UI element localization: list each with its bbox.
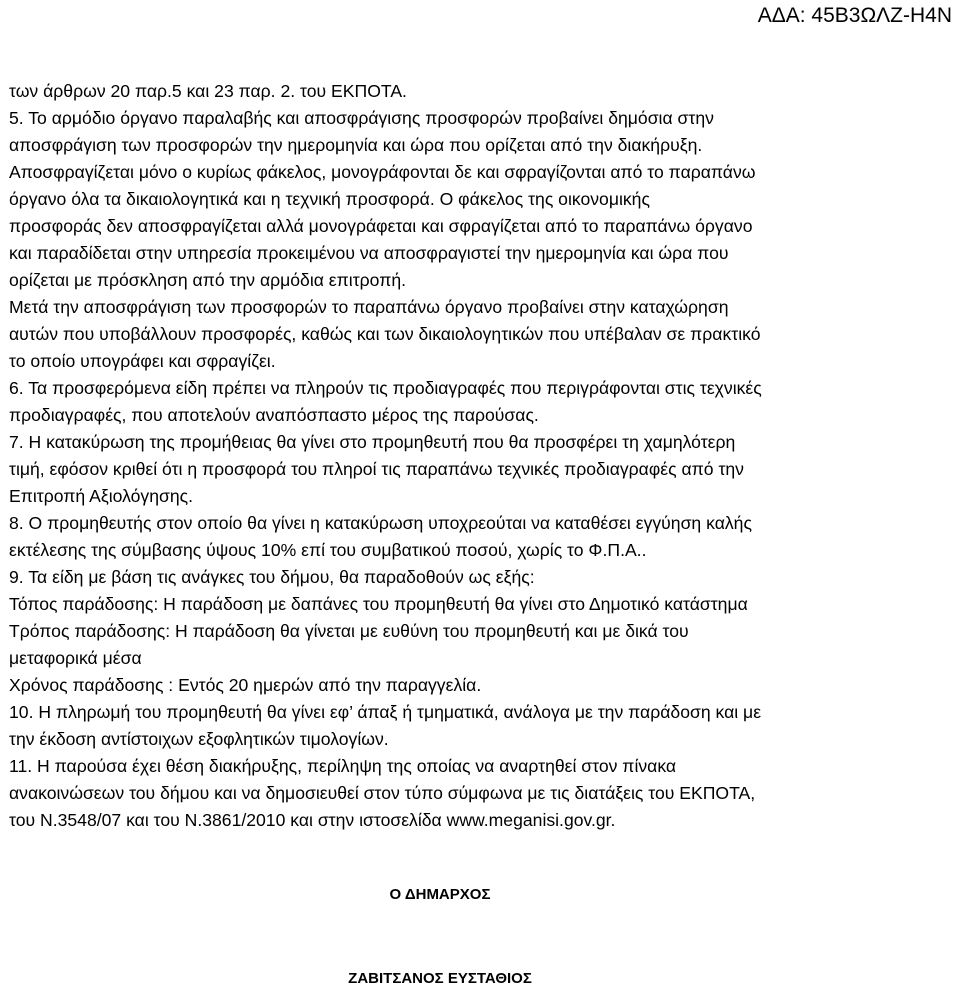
text-line: και παραδίδεται στην υπηρεσία προκειμένου να αποσφραγιστεί την ημερομηνία και ώρα που bbox=[9, 243, 729, 263]
text-line: 11. Η παρούσα έχει θέση διακήρυξης, περίληψη της οποίας να αναρτηθεί στον πίνακα bbox=[9, 756, 677, 776]
text-line: το οποίο υπογράφει και σφραγίζει. bbox=[9, 351, 276, 371]
text-line: 9. Τα είδη με βάση τις ανάγκες του δήμου, θα παραδοθούν ως εξής: bbox=[9, 567, 535, 587]
text-line: όργανο όλα τα δικαιολογητικά και η τεχνική προσφορά. Ο φάκελος της οικονομικής bbox=[9, 189, 650, 209]
text-line: μεταφορικά μέσα bbox=[9, 648, 142, 668]
text-line: του Ν.3548/07 και του Ν.3861/2010 και στην ιστοσελίδα www.meganisi.gov.gr. bbox=[9, 810, 616, 830]
text-line: ορίζεται με πρόσκληση από την αρμόδια επιτροπή. bbox=[9, 270, 407, 290]
text-line: Χρόνος παράδοσης : Εντός 20 ημερών από την παραγγελία. bbox=[9, 675, 482, 695]
text-line: 8. Ο προμηθευτής στον οποίο θα γίνει η κατακύρωση υποχρεούται να καταθέσει εγγύηση καλής bbox=[9, 513, 752, 533]
text-line: τιμή, εφόσον κριθεί ότι η προσφορά του πληροί τις παραπάνω τεχνικές προδιαγραφές από την bbox=[9, 459, 744, 479]
text-line: 10. Η πληρωμή του προμηθευτή θα γίνει εφ’ άπαξ ή τμηματικά, ανάλογα με την παράδοση και με bbox=[9, 702, 762, 722]
text-line: Τόπος παράδοσης: Η παράδοση με δαπάνες του προμηθευτή θα γίνει στο Δημοτικό κατάστημα bbox=[9, 594, 748, 614]
text-line: αποσφράγιση των προσφορών την ημερομηνία και ώρα που ορίζεται από την διακήρυξη. bbox=[9, 135, 703, 155]
text-line: προσφοράς δεν αποσφραγίζεται αλλά μονογράφεται και σφραγίζεται από το παραπάνω όργανο bbox=[9, 216, 753, 236]
signature-title: Ο ΔΗΜΑΡΧΟΣ bbox=[389, 886, 491, 903]
text-line: εκτέλεσης της σύμβασης ύψους 10% επί του συμβατικού ποσού, χωρίς το Φ.Π.Α.. bbox=[9, 540, 647, 560]
text-line: Μετά την αποσφράγιση των προσφορών το παραπάνω όργανο προβαίνει στην καταχώρηση bbox=[9, 297, 729, 317]
text-line: ανακοινώσεων του δήμου και να δημοσιευθεί στον τύπο σύμφωνα με τις διατάξεις του ΕΚΠΟΤΑ, bbox=[9, 783, 756, 803]
text-line: την έκδοση αντίστοιχων εξοφλητικών τιμολογίων. bbox=[9, 729, 389, 749]
text-line: προδιαγραφές, που αποτελούν αναπόσπαστο μέρος της παρούσας. bbox=[9, 405, 539, 425]
text-line: 5. Το αρμόδιο όργανο παραλαβής και αποσφράγισης προσφορών προβαίνει δημόσια στην bbox=[9, 108, 714, 128]
document-body bbox=[9, 78, 957, 834]
ada-code: ΑΔΑ: 45Β3ΩΛΖ-Η4Ν bbox=[757, 4, 952, 27]
text-line: Αποσφραγίζεται μόνο ο κυρίως φάκελος, μονογράφονται δε και σφραγίζονται από το παραπάνω bbox=[9, 162, 756, 182]
text-line: των άρθρων 20 παρ.5 και 23 παρ. 2. του ΕΚΠΟΤΑ. bbox=[9, 81, 407, 101]
text-line: Επιτροπή Αξιολόγησης. bbox=[9, 486, 193, 506]
text-line: 7. Η κατακύρωση της προμήθειας θα γίνει στο προμηθευτή που θα προσφέρει τη χαμηλότερη bbox=[9, 432, 736, 452]
text-line: αυτών που υποβάλλουν προσφορές, καθώς και των δικαιολογητικών που υπέβαλαν σε πρακτικό bbox=[9, 324, 761, 344]
text-line: Τρόπος παράδοσης: Η παράδοση θα γίνεται με ευθύνη του προμηθευτή και με δικά του bbox=[9, 621, 689, 641]
text-line: 6. Τα προσφερόμενα είδη πρέπει να πληρούν τις προδιαγραφές που περιγράφονται στις τεχνικές bbox=[9, 378, 762, 398]
signature-name: ΖΑΒΙΤΣΑΝΟΣ ΕΥΣΤΑΘΙΟΣ bbox=[348, 970, 532, 987]
